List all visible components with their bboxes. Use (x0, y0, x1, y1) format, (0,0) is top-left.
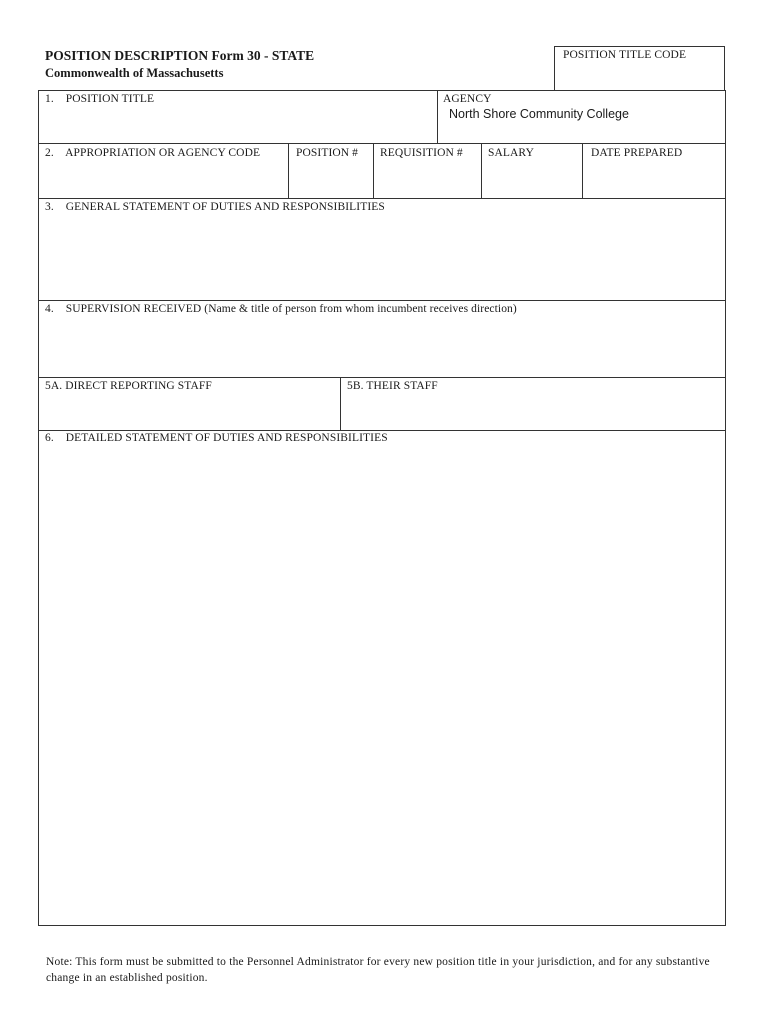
their-staff-field[interactable] (341, 378, 726, 430)
agency-value: North Shore Community College (449, 107, 629, 121)
supervision-received-field[interactable] (38, 301, 726, 377)
agency-label: AGENCY (443, 93, 492, 105)
appropriation-code-label: 2. APPROPRIATION OR AGENCY CODE (45, 147, 261, 159)
direct-reporting-staff-label: 5A. DIRECT REPORTING STAFF (45, 380, 212, 392)
general-statement-label: 3. GENERAL STATEMENT OF DUTIES AND RESPONSIBILITIES (45, 201, 385, 213)
requisition-number-field[interactable] (374, 144, 481, 199)
footer-note: Note: This form must be submitted to the Personnel Administrator for every new position title in your jurisdiction, and for any substantive change in an established position. (46, 956, 710, 984)
position-title-code-label: POSITION TITLE CODE (563, 49, 687, 61)
direct-reporting-staff-field[interactable] (38, 378, 340, 430)
salary-label: SALARY (488, 147, 534, 159)
position-number-label: POSITION # (296, 147, 359, 159)
requisition-number-label: REQUISITION # (380, 147, 463, 159)
appropriation-code-field[interactable] (38, 144, 288, 199)
position-number-field[interactable] (289, 144, 373, 199)
salary-field[interactable] (482, 144, 582, 199)
supervision-received-label: 4. SUPERVISION RECEIVED (Name & title of person from whom incumbent receives direction) (45, 303, 517, 315)
position-title-label: 1. POSITION TITLE (45, 93, 155, 105)
detailed-statement-field[interactable] (38, 431, 726, 926)
date-prepared-field[interactable] (583, 144, 726, 199)
detailed-statement-label: 6. DETAILED STATEMENT OF DUTIES AND RESPONSIBILITIES (45, 432, 388, 444)
form-subtitle: Commonwealth of Massachusetts (45, 66, 224, 80)
date-prepared-label: DATE PREPARED (591, 147, 683, 159)
position-title-field[interactable] (38, 90, 438, 144)
their-staff-label: 5B. THEIR STAFF (347, 380, 438, 392)
form-title: POSITION DESCRIPTION Form 30 - STATE (45, 48, 315, 63)
position-title-code-field[interactable] (554, 46, 725, 91)
general-statement-field[interactable] (38, 199, 726, 300)
agency-field[interactable] (438, 90, 726, 144)
